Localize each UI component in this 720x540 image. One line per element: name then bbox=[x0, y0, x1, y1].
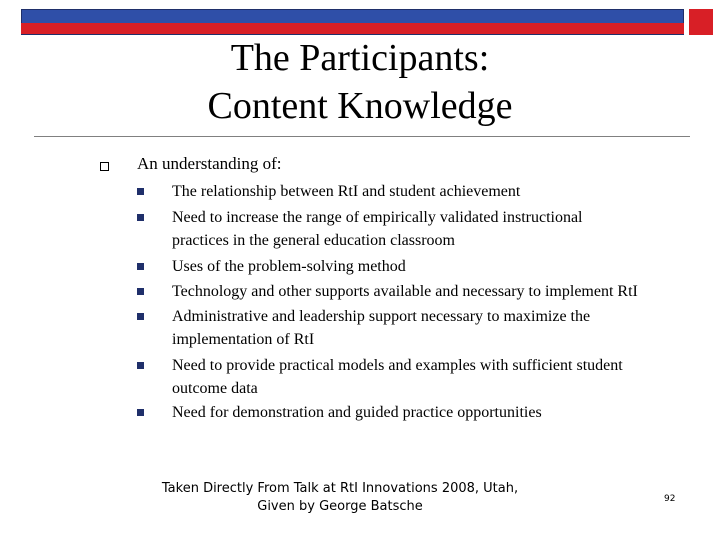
square-bullet-icon bbox=[137, 263, 144, 270]
slide-title-line2: Content Knowledge bbox=[207, 85, 513, 127]
sub-point-5: Administrative and leadership support necessary to maximize the implementation of RtI bbox=[172, 308, 591, 348]
sub-point-2: Need to increase the range of empirically validated instructional practices in the general education classroom bbox=[172, 209, 583, 249]
title-divider bbox=[34, 136, 690, 137]
square-bullet-icon bbox=[137, 362, 144, 369]
square-bullet-icon bbox=[137, 214, 144, 221]
slide-title-line1: The Participants: bbox=[230, 37, 490, 79]
square-bullet-icon bbox=[137, 288, 144, 295]
sub-point-4: Technology and other supports available and necessary to implement RtI bbox=[172, 283, 638, 300]
square-bullet-icon bbox=[137, 188, 144, 195]
header-red-bar bbox=[21, 23, 684, 34]
footer-attribution: Taken Directly From Talk at RtI Innovations 2008, Utah, Given by George Batsche bbox=[161, 481, 519, 514]
sub-point-3: Uses of the problem-solving method bbox=[172, 258, 406, 275]
page-number: 92 bbox=[664, 494, 676, 504]
hollow-square-bullet-icon bbox=[100, 162, 109, 171]
sub-point-7: Need for demonstration and guided practice opportunities bbox=[172, 404, 542, 421]
sub-point-1: The relationship between RtI and student achievement bbox=[172, 183, 521, 200]
square-bullet-icon bbox=[137, 409, 144, 416]
square-bullet-icon bbox=[137, 313, 144, 320]
header-red-square bbox=[689, 9, 713, 35]
main-point: An understanding of: bbox=[137, 154, 282, 173]
sub-point-6: Need to provide practical models and examples with sufficient student outcome data bbox=[172, 357, 623, 397]
